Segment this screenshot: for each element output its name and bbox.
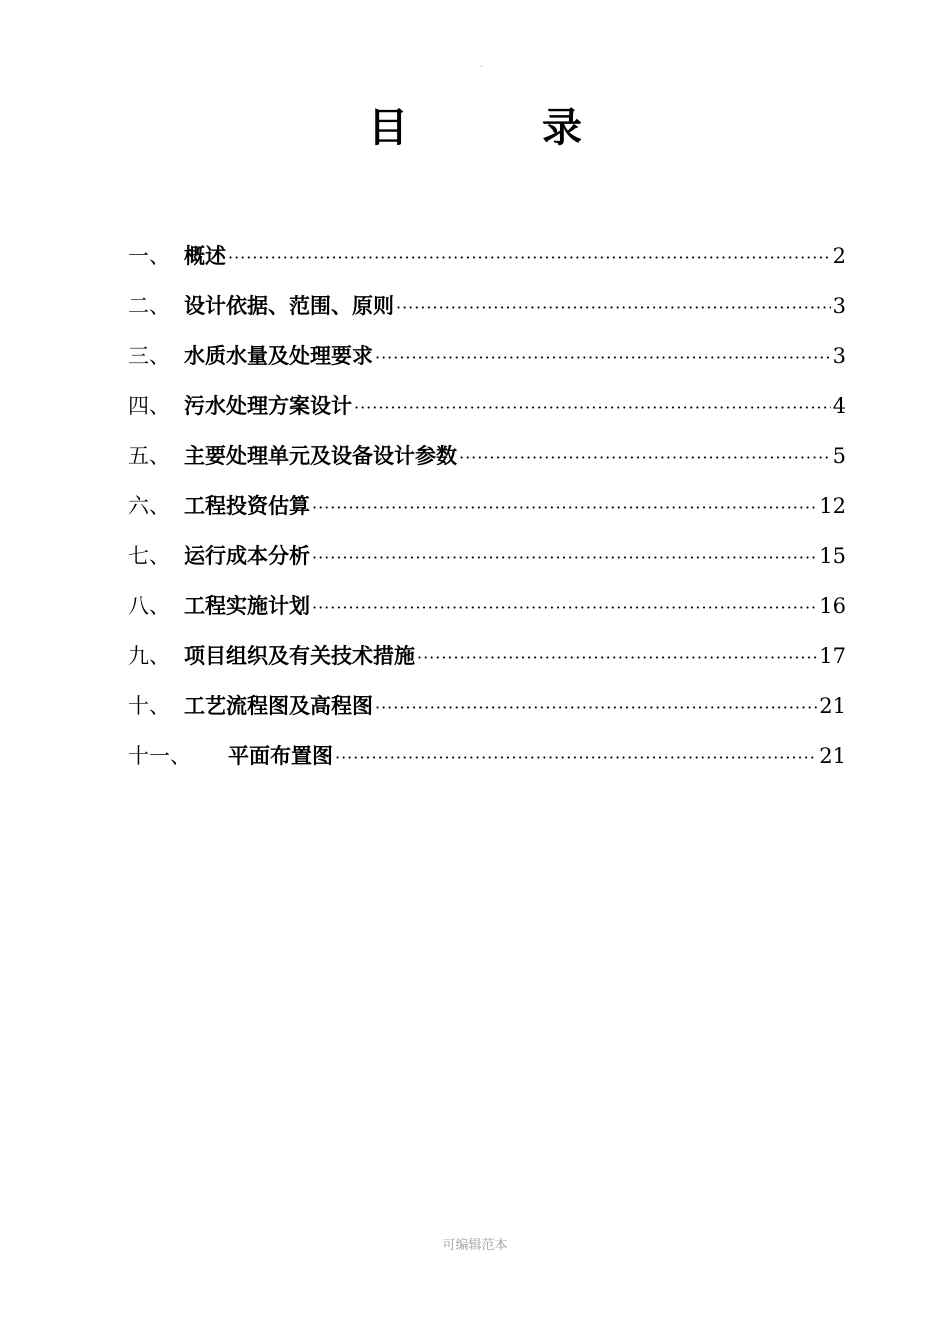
toc-entry-2[interactable] [128, 286, 846, 336]
toc-entry-number: 三、 [128, 344, 170, 368]
toc-entry-number: 七、 [128, 544, 170, 568]
toc-leader-dots [312, 538, 817, 578]
toc-entry-number: 二、 [128, 294, 170, 318]
toc-entry-1[interactable] [128, 236, 846, 286]
toc-entry-6[interactable] [128, 486, 846, 536]
toc-entry-label: 设计依据、范围、原则 [184, 294, 394, 318]
toc-entry-label: 平面布置图 [228, 744, 333, 768]
toc-entry-page: 21 [819, 744, 846, 768]
toc-entry-number: 一、 [128, 244, 170, 268]
toc-entry-page: 21 [819, 694, 846, 718]
toc-entry-5[interactable] [128, 436, 846, 486]
toc-entry-label: 工程实施计划 [184, 594, 310, 618]
toc-leader-dots [459, 438, 831, 478]
toc-entry-page: 4 [832, 394, 846, 418]
toc-entry-10[interactable] [128, 686, 846, 736]
toc-entry-page: 15 [819, 544, 846, 568]
toc-entry-label: 主要处理单元及设备设计参数 [184, 444, 457, 468]
toc-entry-number: 五、 [128, 444, 170, 468]
toc-leader-dots [396, 288, 831, 328]
toc-entry-9[interactable] [128, 636, 846, 686]
toc-entry-8[interactable] [128, 586, 846, 636]
toc-entry-number: 四、 [128, 394, 170, 418]
toc-entry-page: 3 [832, 294, 846, 318]
toc-entry-label: 概述 [184, 244, 226, 268]
toc-entry-number: 十一、 [128, 744, 191, 768]
toc-leader-dots [335, 738, 817, 778]
toc-leader-dots [312, 488, 817, 528]
toc-entry-page: 12 [819, 494, 846, 518]
toc-entry-label: 项目组织及有关技术措施 [184, 644, 415, 668]
page-title: 目 录 [368, 105, 642, 151]
toc-entry-label: 工程投资估算 [184, 494, 310, 518]
toc-entry-number: 十、 [128, 694, 170, 718]
toc-entry-3[interactable] [128, 336, 846, 386]
toc-entry-page: 17 [819, 644, 846, 668]
toc-entry-label: 工艺流程图及高程图 [184, 694, 373, 718]
toc-leader-dots [228, 238, 831, 278]
page-footer: 可编辑范本 [442, 1238, 508, 1253]
toc-entry-number: 六、 [128, 494, 170, 518]
toc-entry-label: 水质水量及处理要求 [184, 344, 373, 368]
toc-leader-dots [417, 638, 817, 678]
toc-leader-dots [312, 588, 817, 628]
toc-entry-number: 九、 [128, 644, 170, 668]
toc-entry-11[interactable] [128, 736, 846, 786]
toc-entry-page: 5 [832, 444, 846, 468]
toc-entry-page: 2 [832, 244, 846, 268]
toc-entry-page: 16 [819, 594, 846, 618]
toc-entry-label: 污水处理方案设计 [184, 394, 352, 418]
toc-entry-4[interactable] [128, 386, 846, 436]
toc-entry-7[interactable] [128, 536, 846, 586]
toc-leader-dots [375, 688, 817, 728]
toc-entry-label: 运行成本分析 [184, 544, 310, 568]
toc-leader-dots [354, 388, 831, 428]
toc-leader-dots [375, 338, 831, 378]
toc-entry-page: 3 [832, 344, 846, 368]
header-mark: . [480, 60, 483, 69]
table-of-contents [128, 236, 846, 786]
toc-entry-number: 八、 [128, 594, 170, 618]
